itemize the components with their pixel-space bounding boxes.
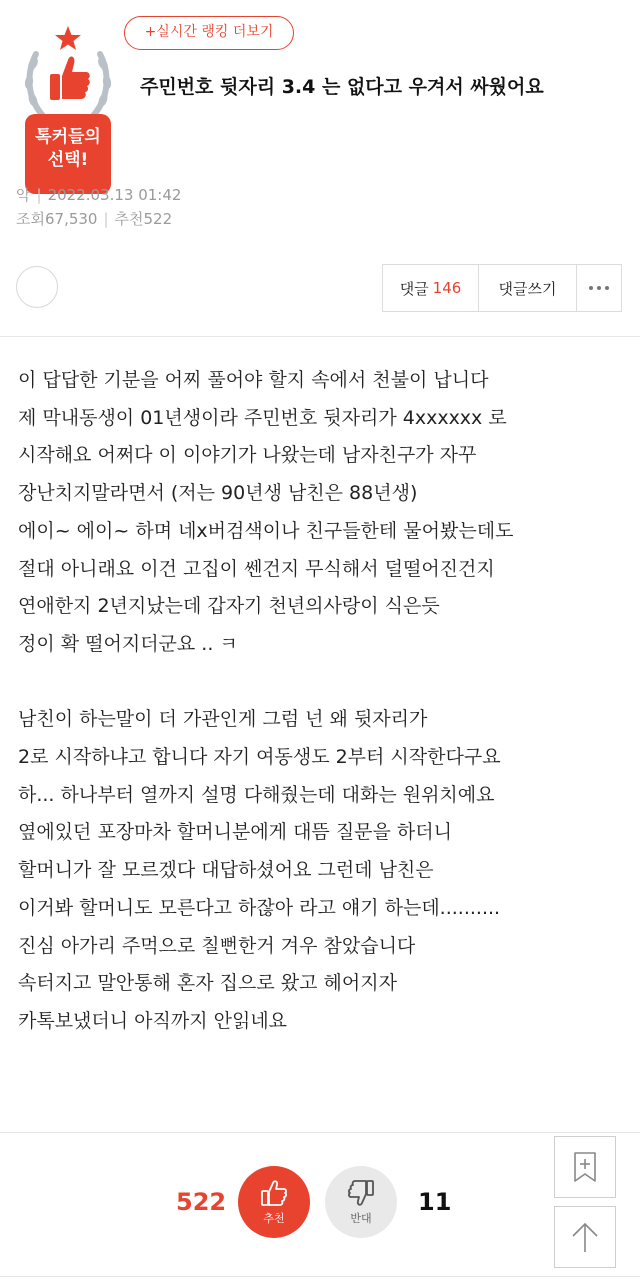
comments-label: 댓글 [399,279,429,298]
recommend-count: 522 [176,1188,227,1216]
post-meta-row1: 악 | 2022.03.13 01:42 [16,186,182,204]
bookmark-add-icon [572,1151,598,1183]
divider [0,1276,640,1277]
more-icon [589,286,609,290]
body-line: 이 답답한 기분을 어찌 풀어야 할지 속에서 천불이 납니다 [18,369,489,391]
oppose-button[interactable] [325,1166,397,1238]
oppose-label: 반대 [350,1212,372,1225]
avatar[interactable] [16,266,58,308]
body-line: 제 막내동생이 01년생이라 주민번호 뒷자리가 4xxxxxx 로 [18,406,507,429]
post-title: 주민번호 뒷자리 3.4 는 없다고 우겨서 싸웠어요 [140,76,544,98]
view-count: 조회67,530 [16,210,98,228]
post-action-bar [382,264,622,312]
talkers-choice-badge [16,24,120,174]
body-line: 하... 하나부터 열까지 설명 다해줬는데 대화는 원위치예요 [18,783,495,806]
body-line: 카톡보냈더니 아직까지 안읽네요 [18,1009,288,1032]
body-line: 시작해요 어쩌다 이 이야기가 나왔는데 남자친구가 자꾸 [18,444,477,467]
recommend-label: 추천 [263,1212,285,1225]
body-line: 이거봐 할머니도 모른다고 하잖아 라고 얘기 하는데.......... [18,896,501,919]
body-line: 절대 아니래요 이건 고집이 쎈건지 무식해서 덜떨어진건지 [18,557,495,580]
post-body [18,362,618,1041]
recommend-count-meta: 추천522 [114,210,173,228]
write-comment-button[interactable]: 댓글쓰기 [479,265,577,311]
comments-button[interactable] [383,265,479,311]
realtime-ranking-button[interactable]: +실시간 랭킹 더보기 [124,16,294,50]
more-options-button[interactable] [577,265,621,311]
body-line: 연애한지 2년지났는데 갑자기 천년의사랑이 식은듯 [18,595,440,618]
thumbs-up-icon [259,1178,289,1208]
divider [0,1132,640,1133]
recommend-button[interactable] [238,1166,310,1238]
comments-count: 146 [432,279,462,297]
body-line: 옆에있던 포장마차 할머니분에게 대뜸 질문을 하더니 [18,821,452,844]
body-line: 장난치지말라면서 (저는 90년생 남친은 88년생) [18,482,418,505]
body-line: 정이 확 떨어지더군요 .. ㅋ [18,632,238,655]
bookmark-button[interactable] [554,1136,616,1198]
arrow-up-icon [570,1220,600,1254]
oppose-count: 11 [418,1188,452,1216]
body-line: 할머니가 잘 모르겠다 대답하셨어요 그런데 남친은 [18,859,434,882]
body-line: 속터지고 말안통해 혼자 집으로 왔고 헤어지자 [18,972,397,995]
badge-line1: 톡커들의 [35,127,101,147]
body-line: 남친이 하는말이 더 가관인게 그럼 넌 왜 뒷자리가 [18,708,428,731]
body-blank-line [18,664,618,702]
body-line: 2로 시작하냐고 합니다 자기 여동생도 2부터 시작한다구요 [18,746,501,769]
badge-line2: 선택! [47,150,89,170]
post-date: 2022.03.13 01:42 [47,186,182,204]
body-line: 진심 아가리 주먹으로 칠뻔한거 겨우 참았습니다 [18,934,416,957]
scroll-top-button[interactable] [554,1206,616,1268]
post-meta-row2: 조회67,530 | 추천522 [16,210,173,228]
body-line: 에이~ 에이~ 하며 네x버검색이나 친구들한테 물어봤는데도 [18,519,514,542]
thumbs-down-icon [346,1178,376,1208]
divider [0,336,640,337]
author-name[interactable]: 악 [16,186,31,204]
